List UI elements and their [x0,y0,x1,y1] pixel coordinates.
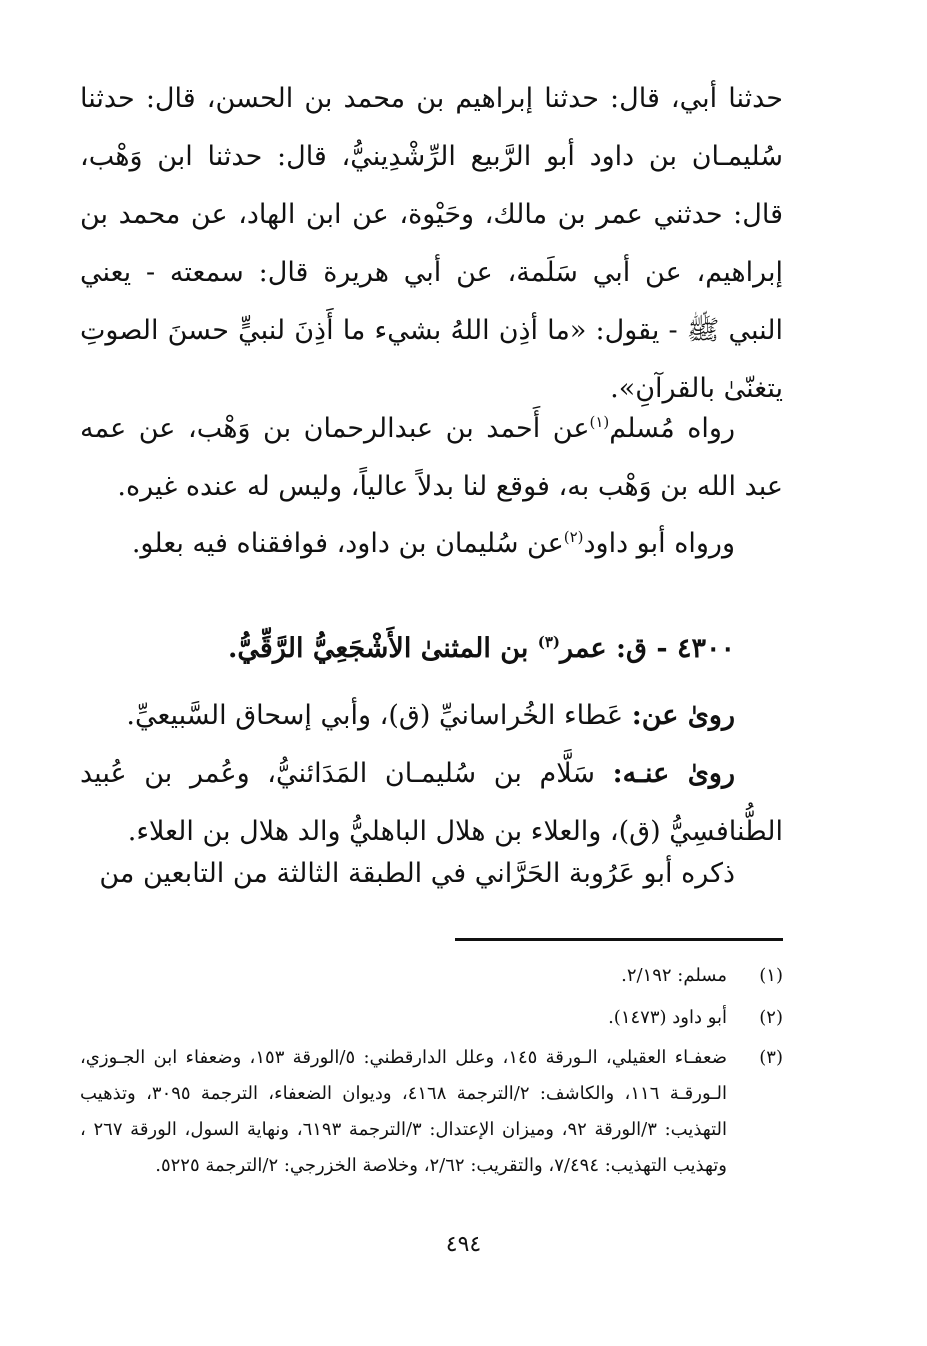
footnote-text: مسلم: ٢/١٩٢. [621,965,727,986]
narrated-by-label: روىٰ عنـه: [612,758,735,789]
mention-text: ذكره أبو عَرُوبة الحَرَّاني في الطبقة الثالثة من التابعين من [99,858,735,889]
footnote-divider [455,938,783,941]
entry-heading-end: بن المثنىٰ الأَشْجَعِيُّ الرَّقِّيُّ. [228,633,529,664]
paragraph-hadith-chain [80,70,783,418]
paragraph-text-start: رواه مُسلم [609,413,736,444]
entry-heading [80,620,783,678]
footnote-2 [80,1000,783,1036]
footnote-3 [80,1040,783,1184]
entry-narrated-from [80,687,783,745]
paragraph-abu-dawud-narration [80,515,783,573]
footnote-number: (٢) [759,1007,783,1028]
narrated-by-text: سَلَّام بن سُليمـان المَدَائنيُّ، وعُمر بن عُبيد الطُّنافسِيُّ (ق)، والعلاء بن هلال الباهليُّ والد هلال بن العلاء. [80,758,783,847]
entry-mention [80,845,783,903]
narrated-from-text: عَطاء الخُراسانيِّ (ق)، وأبي إسحاق السَّبيعيِّ. [126,700,624,731]
entry-narrated-by [80,745,783,861]
footnote-ref-1: (١) [589,413,610,431]
paragraph-text-end: عن سُليمان بن داود، فوافقناه فيه بعلو. [131,528,564,559]
paragraph-text-start: ورواه أبو داود [583,528,735,559]
footnote-ref-3: (٣) [537,633,561,651]
footnote-ref-2: (٢) [563,528,584,546]
paragraph-text: حدثنا أبي، قال: حدثنا إبراهيم بن محمد بن الحسن، قال: حدثنا سُليمـان بن داود أبو الرَّبيع الرِّشْدِينيُّ، قال: حدثنا ابن وَهْب، قال: حدثني عمر بن مالك، وحَيْوة، عن ابن الهاد، عن محمد بن إبراهيم، عن أبي سَلَمة، عن أبي هريرة قال: سمعته - يعني النبي ﷺ - يقول: «ما أذِن اللهُ بشيء ما أَذِنَ لنبيٍّ حسنَ الصوتِ يتغنّىٰ بالقرآنِ». [80,83,783,404]
paragraph-text-end: عن أَحمد بن عبدالرحمان بن وَهْب، عن عمه عبد الله بن وَهْب به، فوقع لنا بدلاً عالياً، وليس له عنده غيره. [80,413,783,502]
paragraph-muslim-narration [80,400,783,516]
narrated-from-label: روىٰ عن: [631,700,735,731]
footnote-1 [80,958,783,994]
page-number: ٤٩٤ [445,1232,482,1257]
entry-heading-start: ٤٣٠٠ - ق: عمر [560,633,735,664]
footnote-text: ضعفـاء العقيلي، الـورقة ١٤٥، وعلل الدارقطني: ٥/الورقة ١٥٣، وضعفاء ابن الجـوزي، الـورقـة ١١٦، والكاشف: ٢/الترجمة ٤١٦٨، وديوان الضعفاء، الترجمة ٣٠٩٥، وتذهيب التهذيب: ٣/الورقة ٩٢، وميزان الإعتدال: ٣/الترجمة ٦١٩٣، ونهاية السول، الورقة ٢٦٧ ، وتهذيب التهذيب: ٧/٤٩٤، والتقريب: ٢/٦٢، وخلاصة الخزرجي: ٢/الترجمة ٥٢٢٥. [80,1047,728,1176]
footnote-number: (١) [759,965,783,986]
footnote-number: (٣) [759,1047,783,1068]
footnote-text: أبو داود (١٤٧٣). [608,1007,727,1028]
